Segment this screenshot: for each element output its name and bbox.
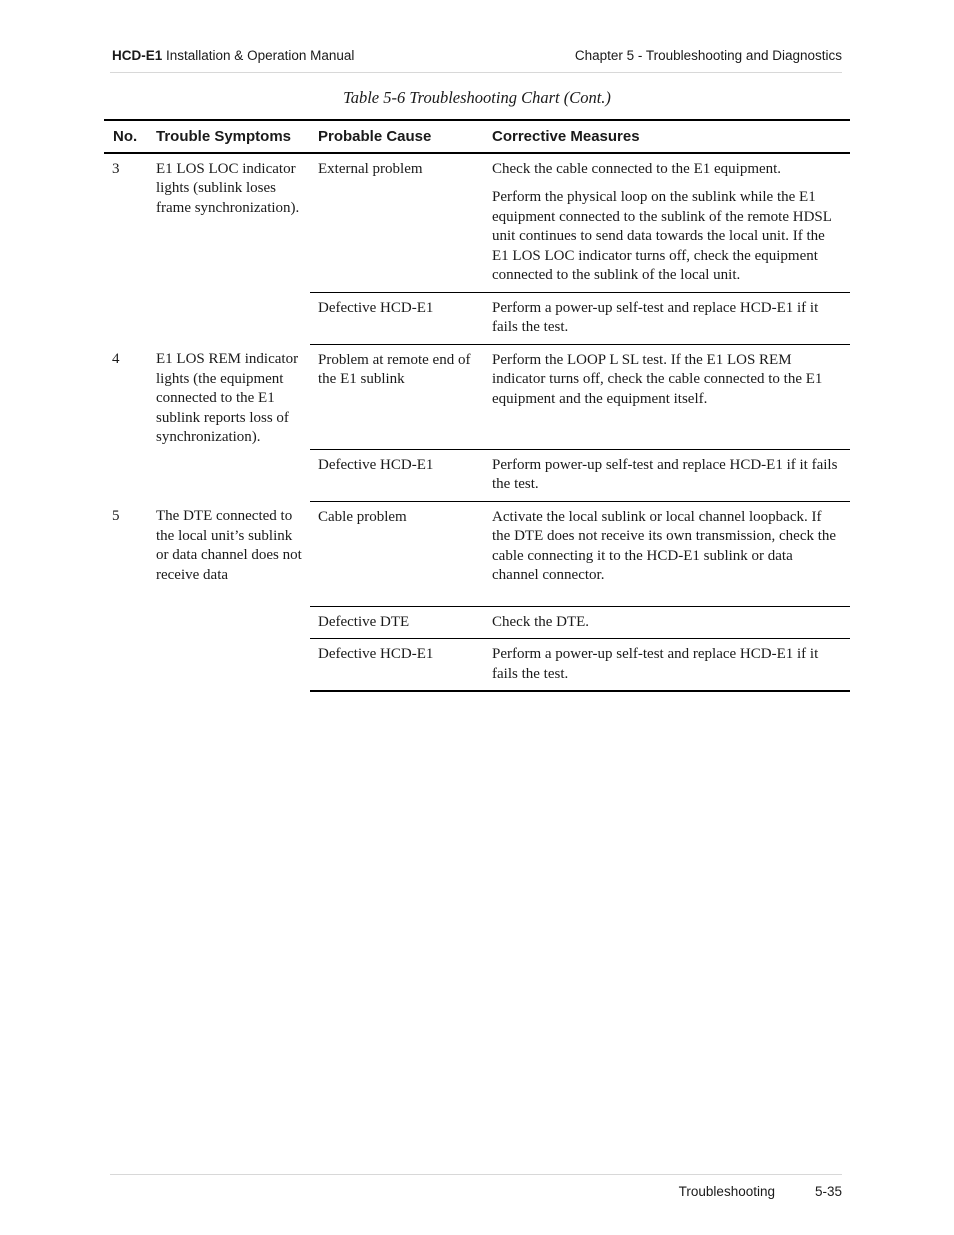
table-row — [104, 153, 850, 293]
probable-cause: Cable problem — [318, 508, 407, 525]
table-row — [104, 501, 850, 606]
corrective-measures — [484, 501, 850, 606]
row-number: 4 — [112, 351, 120, 367]
corrective-measures — [484, 344, 850, 449]
table-header-row — [104, 120, 850, 153]
page-header — [110, 48, 842, 73]
corrective-measures — [484, 639, 850, 692]
page-footer — [110, 1174, 842, 1199]
measure-text: Perform a power-up self-test and replace HCD-E1 if it fails the test. — [492, 646, 819, 682]
probable-cause: Defective HCD-E1 — [310, 449, 484, 501]
footer-section: Troubleshooting — [678, 1184, 775, 1199]
column-header-symptoms: Trouble Symptoms — [148, 120, 310, 153]
table-row — [104, 344, 850, 449]
table-caption: Table 5-6 Troubleshooting Chart (Cont.) — [343, 88, 611, 107]
measure-text: Perform the LOOP L SL test. If the E1 LOS REM indicator turns off, check the cable connected to the E1 equipment and the equipment itself. — [492, 351, 823, 407]
page-number: 5-35 — [814, 1184, 842, 1199]
corrective-measures — [484, 153, 850, 293]
measure-text: Perform power-up self-test and replace HCD-E1 if it fails the test. — [492, 456, 838, 492]
product-name: HCD-E1 — [112, 48, 163, 63]
measure-text: Check the DTE. — [492, 613, 590, 630]
corrective-measures — [484, 606, 850, 639]
probable-cause: Defective HCD-E1 — [310, 639, 484, 692]
probable-cause: External problem — [318, 160, 423, 177]
manual-name: Installation & Operation Manual — [162, 48, 355, 63]
troubleshooting-table — [104, 119, 850, 692]
chapter-title: Chapter 5 - Troubleshooting and Diagnostics — [574, 48, 842, 63]
row-number: 3 — [112, 160, 120, 177]
measure-text: Perform the physical loop on the sublink while the E1 equipment connected to the sublink of the remote HDSL unit continues to send data towards the local unit. If the E1 LOS LOC indicator turns off, check the equipment connected to the sublink of the local unit. — [492, 189, 832, 283]
trouble-symptom: The DTE connected to the local unit’s sublink or data channel does not receive data — [156, 508, 302, 583]
probable-cause: Problem at remote end of the E1 sublink — [318, 351, 471, 387]
probable-cause: Defective HCD-E1 — [310, 292, 484, 344]
corrective-measures — [484, 292, 850, 344]
probable-cause: Defective DTE — [310, 606, 484, 639]
measure-text: Activate the local sublink or local channel loopback. If the DTE does not receive its own transmission, check the cable connecting it to the HCD-E1 sublink or data channel connector. — [492, 508, 837, 583]
measure-text: Check the cable connected to the E1 equipment. — [492, 160, 782, 177]
trouble-symptom: E1 LOS LOC indicator lights (sublink loses frame synchronization). — [156, 160, 300, 216]
column-header-no: No. — [104, 120, 148, 153]
row-number: 5 — [112, 508, 120, 524]
measure-text: Perform a power-up self-test and replace HCD-E1 if it fails the test. — [492, 299, 819, 335]
trouble-symptom: E1 LOS REM indicator lights (the equipment connected to the E1 sublink reports loss of synchronization). — [156, 351, 299, 445]
manual-title — [112, 48, 354, 63]
column-header-cause: Probable Cause — [310, 120, 484, 153]
corrective-measures — [484, 449, 850, 501]
column-header-measures: Corrective Measures — [484, 120, 850, 153]
